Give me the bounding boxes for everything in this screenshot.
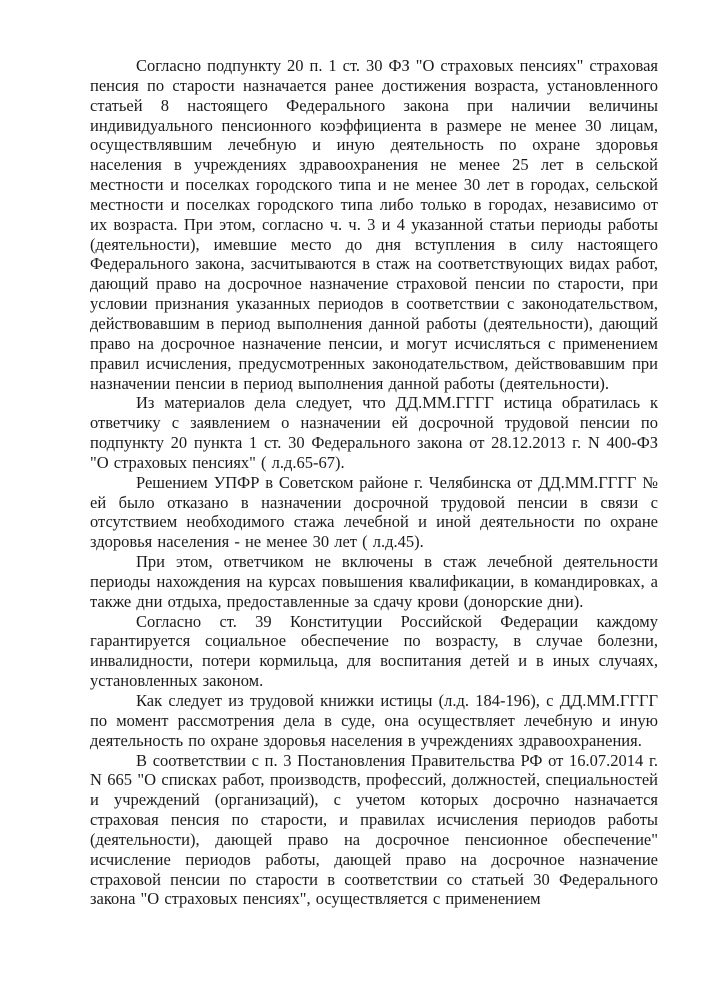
paragraph: Согласно ст. 39 Конституции Российской Федерации каждому гарантируется социальное обеспечение по возрасту, в случае болезни, инвалидности, потери кормильца, для воспитания детей и в иных случаях, установленных законом.	[90, 611, 658, 691]
document-text	[90, 56, 658, 909]
paragraph: Согласно подпункту 20 п. 1 ст. 30 ФЗ "О страховых пенсиях" страховая пенсия по старости назначается ранее достижения возраста, установленного статьей 8 настоящего Федерального закона при наличии величины индивидуального пенсионного коэффициента в размере не менее 30 лицам, осуществлявшим лечебную и иную деятельность по охране здоровья населения в учреждениях здравоохранения не менее 25 лет в сельской местности и поселках городского типа и не менее 30 лет в городах, сельской местности и поселках городского типа либо только в городах, независимо от их возраста. При этом, согласно ч. ч. 3 и 4 указанной статьи периоды работы (деятельности), имевшие место до дня вступления в силу настоящего Федерального закона, засчитываются в стаж на соответствующих видах работ, дающий право на досрочное назначение страховой пенсии по старости, при условии признания указанных периодов в соответствии с законодательством, действовавшим в период выполнения данной работы (деятельности), дающий право на досрочное назначение пенсии, и могут исчисляться с применением правил исчисления, предусмотренных законодательством, действовавшим при назначении пенсии в период выполнения данной работы (деятельности).	[90, 56, 658, 393]
paragraph: Из материалов дела следует, что ДД.ММ.ГГГГ истица обратилась к ответчику с заявлением о назначении ей досрочной трудовой пенсии по подпункту 20 пункта 1 ст. 30 Федерального закона от 28.12.2013 г. N 400-ФЗ "О страховых пенсиях" ( л.д.65-67).	[90, 393, 658, 472]
paragraph: Решением УПФР в Советском районе г. Челябинска от ДД.ММ.ГГГГ № ей было отказано в назначении досрочной трудовой пенсии в связи с отсутствием необходимого стажа лечебной и иной деятельности по охране здоровья населения - не менее 30 лет ( л.д.45).	[90, 472, 658, 552]
paragraph: В соответствии с п. 3 Постановления Правительства РФ от 16.07.2014 г. N 665 "О списках работ, производств, профессий, должностей, специальностей и учреждений (организаций), с учетом которых досрочно назначается страховая пенсия по старости, и правилах исчисления периодов работы (деятельности), дающей право на досрочное пенсионное обеспечение" исчисление периодов работы, дающей право на досрочное назначение страховой пенсии по старости в соответствии со статьей 30 Федерального закона "О страховых пенсиях", осуществляется с применением	[90, 750, 658, 909]
paragraph: Как следует из трудовой книжки истицы (л.д. 184-196), с ДД.ММ.ГГГГ по момент рассмотрения дела в суде, она осуществляет лечебную и иную деятельность по охране здоровья населения в учреждениях здравоохранения.	[90, 691, 658, 750]
paragraph: При этом, ответчиком не включены в стаж лечебной деятельности периоды нахождения на курсах повышения квалификации, в командировках, а также дни отдыха, предоставленные за сдачу крови (донорские дни).	[90, 552, 658, 611]
